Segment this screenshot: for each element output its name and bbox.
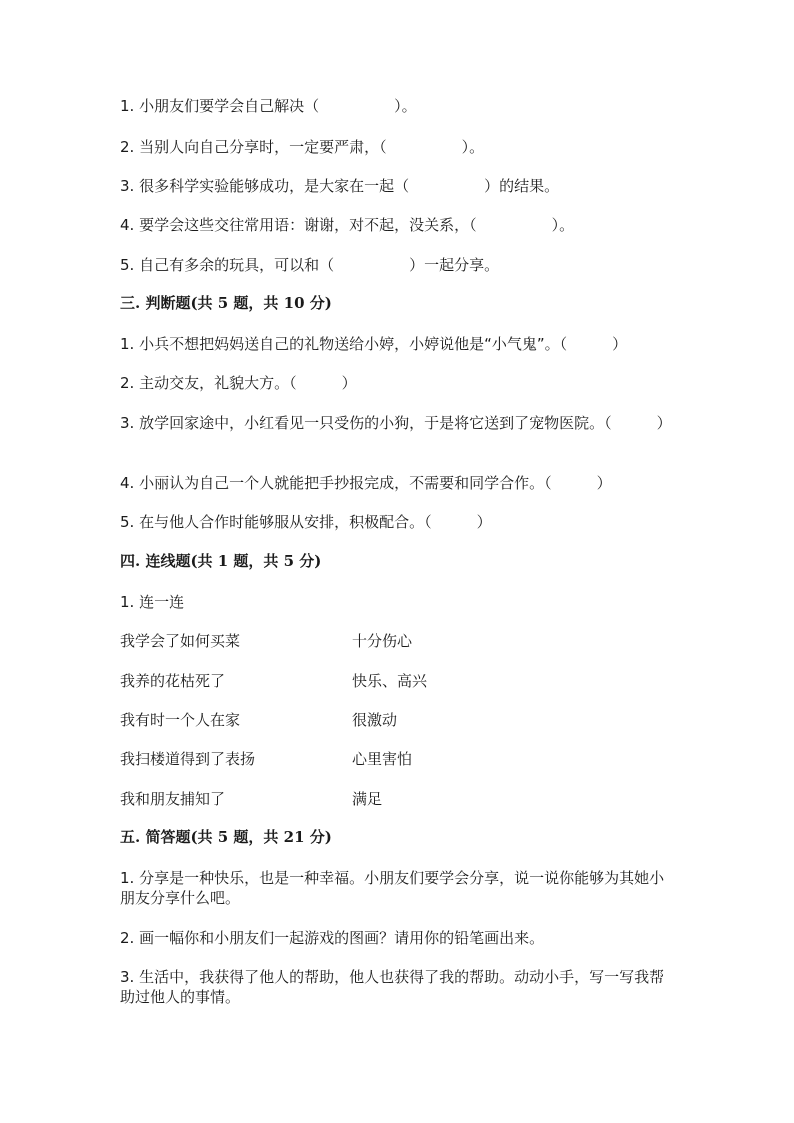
matching-left-item: 我和朋友捕知了 — [120, 790, 226, 808]
short-answer-question-1: 1. 分享是一种快乐，也是一种幸福。小朋友们要学会分享，说一说你能够为其她小朋友分享什么吧。 — [120, 869, 665, 907]
matching-right-item: 十分伤心 — [352, 632, 413, 650]
judgement-question-1: 1. 小兵不想把妈妈送自己的礼物送给小婷，小婷说他是“小气鬼”。（ ） — [120, 335, 628, 353]
matching-row — [120, 789, 680, 809]
fill-in-question-3: 3. 很多科学实验能够成功，是大家在一起（ ）的结果。 — [120, 177, 560, 195]
fill-in-question-5: 5. 自己有多余的玩具，可以和（ ）一起分享。 — [120, 256, 500, 274]
judgement-question-2: 2. 主动交友，礼貌大方。（ ） — [120, 374, 357, 392]
judgement-question-5: 5. 在与他人合作时能够服从安排，积极配合。（ ） — [120, 513, 492, 531]
short-answer-section-heading: 五. 简答题(共 5 题，共 21 分) — [120, 828, 332, 846]
matching-left-item: 我学会了如何买菜 — [120, 632, 241, 650]
short-answer-question-3: 3. 生活中，我获得了他人的帮助，他人也获得了我的帮助。动动小手，写一写我帮助过他人的事情。 — [120, 968, 665, 1006]
matching-left-item: 我有时一个人在家 — [120, 711, 241, 729]
matching-right-item: 心里害怕 — [352, 750, 413, 768]
matching-row — [120, 749, 680, 769]
matching-right-item: 满足 — [352, 790, 383, 808]
matching-left-item: 我扫楼道得到了表扬 — [120, 750, 256, 768]
matching-right-item: 很激动 — [352, 711, 398, 729]
fill-in-question-1: 1. 小朋友们要学会自己解决（ ）。 — [120, 97, 417, 115]
matching-row — [120, 631, 680, 651]
fill-in-question-2: 2. 当别人向自己分享时，一定要严肃，（ ）。 — [120, 138, 485, 156]
judgement-question-4: 4. 小丽认为自己一个人就能把手抄报完成，不需要和同学合作。（ ） — [120, 474, 612, 492]
judgement-question-3: 3. 放学回家途中，小红看见一只受伤的小狗，于是将它送到了宠物医院。（ ） — [120, 414, 672, 432]
fill-in-question-4: 4. 要学会这些交往常用语：谢谢，对不起，没关系，（ ）。 — [120, 216, 575, 234]
judgement-section-heading: 三. 判断题(共 5 题，共 10 分) — [120, 294, 332, 312]
matching-question: 1. 连一连 — [120, 593, 185, 611]
matching-row — [120, 710, 680, 730]
short-answer-question-2: 2. 画一幅你和小朋友们一起游戏的图画？请用你的铅笔画出来。 — [120, 929, 545, 947]
matching-row — [120, 671, 680, 691]
matching-right-item: 快乐、高兴 — [352, 672, 428, 690]
matching-left-item: 我养的花枯死了 — [120, 672, 226, 690]
matching-section-heading: 四. 连线题(共 1 题，共 5 分) — [120, 552, 322, 570]
